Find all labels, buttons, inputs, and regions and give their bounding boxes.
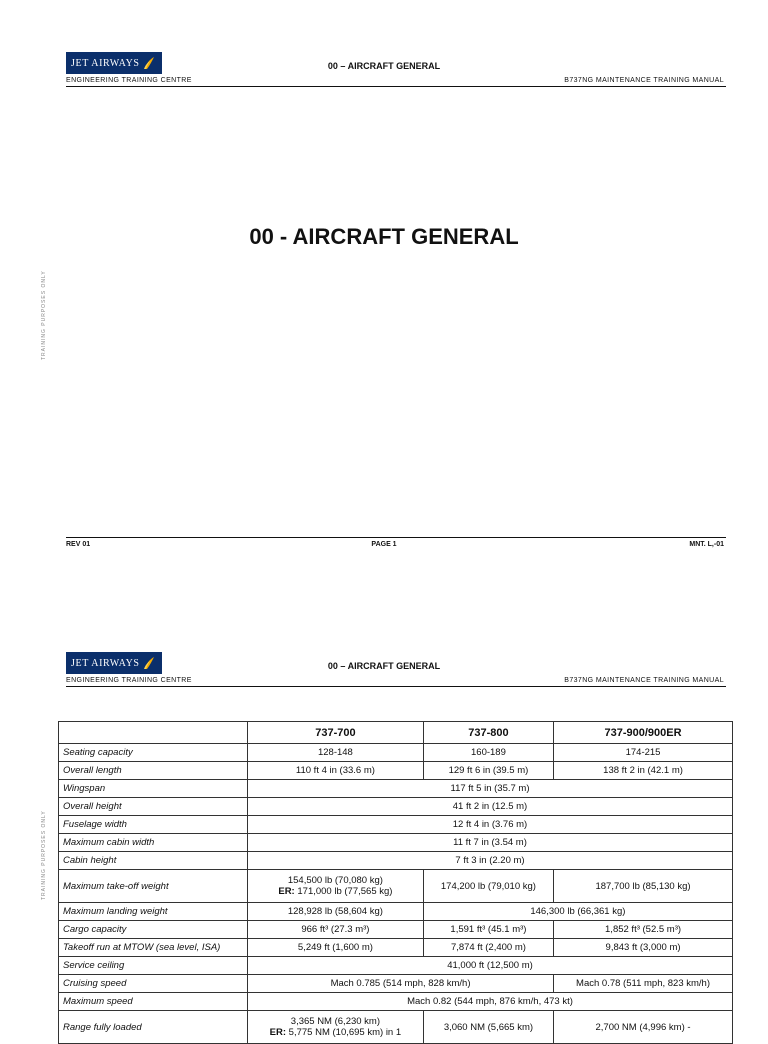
cell-value: 12 ft 4 in (3.76 m) — [248, 816, 733, 834]
header-right-text: B737NG MAINTENANCE TRAINING MANUAL — [564, 677, 724, 684]
er-prefix: ER: — [278, 886, 295, 897]
logo-text: JET AIRWAYS — [71, 57, 140, 69]
row-label: Maximum landing weight — [59, 903, 248, 921]
cell-value: 117 ft 5 in (35.7 m) — [248, 780, 733, 798]
cell-value: 129 ft 6 in (39.5 m) — [423, 762, 553, 780]
header-rule — [66, 86, 726, 87]
row-label: Maximum speed — [59, 993, 248, 1011]
table-row — [59, 852, 733, 870]
cell-value: 174-215 — [554, 744, 733, 762]
er-value: 171,000 lb (77,565 kg) — [294, 886, 393, 897]
column-header-737-800: 737-800 — [423, 722, 553, 744]
cell-value: Mach 0.82 (544 mph, 876 km/h, 473 kt) — [248, 993, 733, 1011]
cell-value: 138 ft 2 in (42.1 m) — [554, 762, 733, 780]
cell-value: 1,852 ft³ (52.5 m³) — [554, 921, 733, 939]
row-label: Overall length — [59, 762, 248, 780]
row-label: Wingspan — [59, 780, 248, 798]
cell-value: 1,591 ft³ (45.1 m³) — [423, 921, 553, 939]
table-header-row — [59, 722, 733, 744]
footer-revision: REV 01 — [66, 541, 91, 548]
page-title: 00 - AIRCRAFT GENERAL — [249, 224, 519, 249]
column-header-blank — [59, 722, 248, 744]
row-label: Takeoff run at MTOW (sea level, ISA) — [59, 939, 248, 957]
table-row — [59, 816, 733, 834]
table-row — [59, 780, 733, 798]
table-row — [59, 834, 733, 852]
cell-line: 154,500 lb (70,080 kg) — [287, 875, 383, 886]
cell-value: 41,000 ft (12,500 m) — [248, 957, 733, 975]
table-row — [59, 939, 733, 957]
row-label: Service ceiling — [59, 957, 248, 975]
header-right-text: B737NG MAINTENANCE TRAINING MANUAL — [564, 77, 724, 84]
cell-value: 128-148 — [248, 744, 424, 762]
cell-value: 128,928 lb (58,604 kg) — [248, 903, 424, 921]
footer-rule — [66, 537, 726, 538]
row-label: Maximum take-off weight — [59, 870, 248, 903]
table-row — [59, 957, 733, 975]
table-row — [59, 903, 733, 921]
header-left-text: ENGINEERING TRAINING CENTRE — [66, 677, 192, 684]
row-label: Fuselage width — [59, 816, 248, 834]
cell-line — [252, 886, 419, 897]
table-row — [59, 921, 733, 939]
table-row — [59, 975, 733, 993]
row-label: Maximum cabin width — [59, 834, 248, 852]
cell-value: 174,200 lb (79,010 kg) — [423, 870, 553, 903]
cell-value: 5,249 ft (1,600 m) — [248, 939, 424, 957]
column-header-737-700: 737-700 — [248, 722, 424, 744]
cell-line: 3,365 NM (6,230 km) — [290, 1016, 381, 1027]
table-row — [59, 870, 733, 903]
row-label: Cruising speed — [59, 975, 248, 993]
er-value: 5,775 NM (10,695 km) in 1 — [286, 1027, 402, 1038]
cell-value: 966 ft³ (27.3 m³) — [248, 921, 424, 939]
header-rule — [66, 686, 726, 687]
side-watermark: TRAINING PURPOSES ONLY — [41, 270, 47, 360]
row-label: Seating capacity — [59, 744, 248, 762]
table-row — [59, 798, 733, 816]
header-section-title: 00 – AIRCRAFT GENERAL — [327, 661, 441, 671]
cell-value: Mach 0.785 (514 mph, 828 km/h) — [248, 975, 554, 993]
cell-value: 187,700 lb (85,130 kg) — [554, 870, 733, 903]
side-watermark: TRAINING PURPOSES ONLY — [41, 810, 47, 900]
cell-value: Mach 0.78 (511 mph, 823 km/h) — [554, 975, 733, 993]
footer-doc-code: MNT. L,-01 — [689, 541, 724, 548]
cell-value — [248, 870, 424, 903]
cell-value: 41 ft 2 in (12.5 m) — [248, 798, 733, 816]
row-label: Overall height — [59, 798, 248, 816]
table-row — [59, 993, 733, 1011]
specifications-table — [58, 721, 733, 1044]
header-left-text: ENGINEERING TRAINING CENTRE — [66, 77, 192, 84]
header-section-title: 00 – AIRCRAFT GENERAL — [327, 61, 441, 71]
cell-value: 7,874 ft (2,400 m) — [423, 939, 553, 957]
cell-line — [252, 1027, 419, 1038]
er-prefix: ER: — [269, 1027, 287, 1038]
cell-value: 110 ft 4 in (33.6 m) — [248, 762, 424, 780]
logo-text: JET AIRWAYS — [71, 657, 140, 669]
table-row — [59, 762, 733, 780]
cell-value: 2,700 NM (4,996 km) - — [554, 1011, 733, 1044]
cell-value: 160-189 — [423, 744, 553, 762]
cell-value: 3,060 NM (5,665 km) — [423, 1011, 553, 1044]
cell-value: 11 ft 7 in (3.54 m) — [248, 834, 733, 852]
footer-page-number: PAGE 1 — [371, 541, 397, 548]
row-label: Cargo capacity — [59, 921, 248, 939]
cell-value: 146,300 lb (66,361 kg) — [423, 903, 732, 921]
page-2 — [0, 600, 768, 1038]
row-label: Range fully loaded — [59, 1011, 248, 1044]
cell-value — [248, 1011, 424, 1044]
cell-value: 7 ft 3 in (2.20 m) — [248, 852, 733, 870]
cell-value: 9,843 ft (3,000 m) — [554, 939, 733, 957]
row-label: Cabin height — [59, 852, 248, 870]
column-header-737-900: 737-900/900ER — [554, 722, 733, 744]
table-row — [59, 744, 733, 762]
table-row — [59, 1011, 733, 1044]
